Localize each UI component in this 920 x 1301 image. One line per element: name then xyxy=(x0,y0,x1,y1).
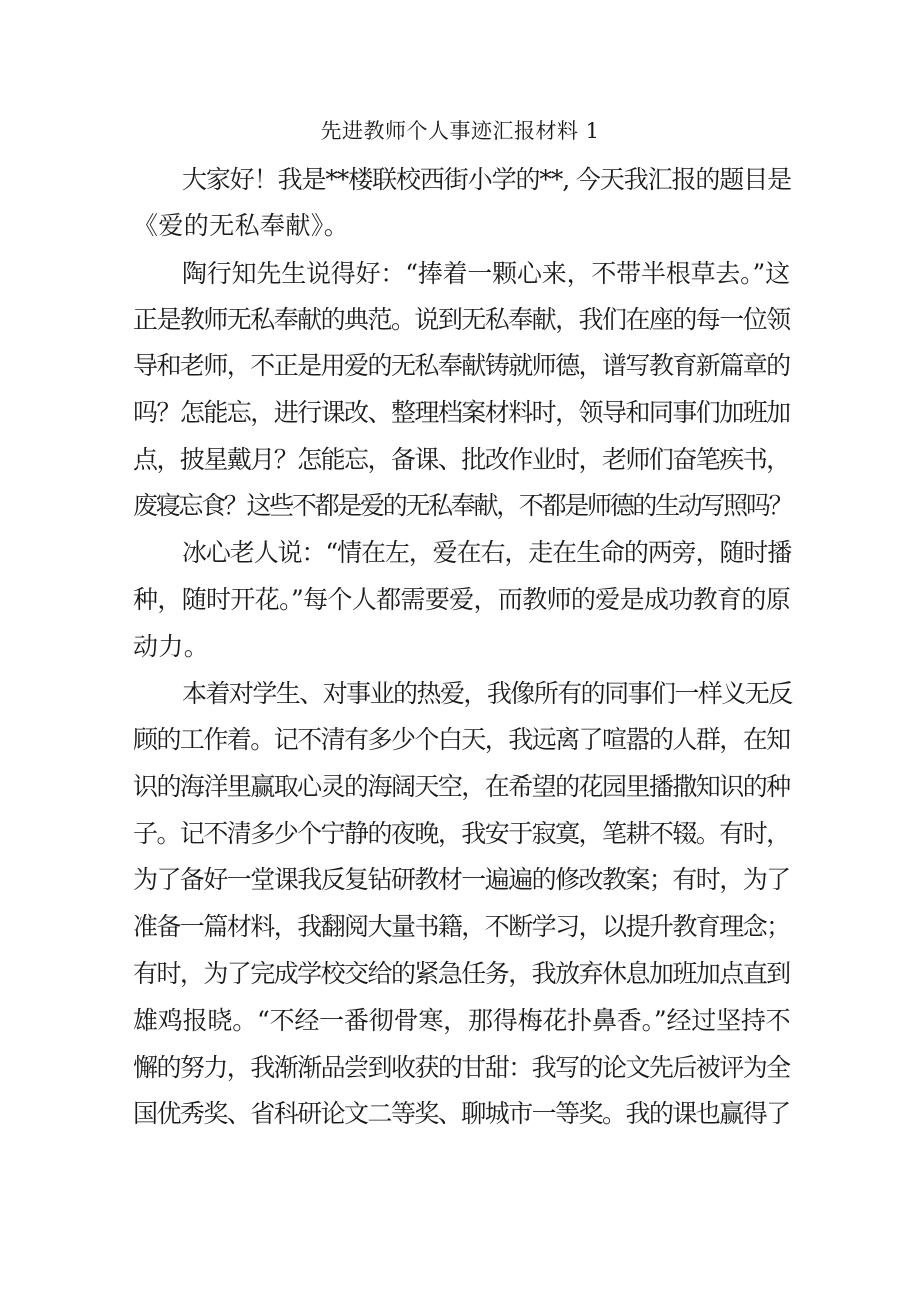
paragraph-2-line-5: 点，披星戴月？怎能忘，备课、批改作业时，老师们奋笔疾书， xyxy=(133,445,790,474)
paragraph-4-line-7: 有时，为了完成学校交给的紧急任务，我放弃休息加班加点直到 xyxy=(133,959,790,988)
paragraph-3-line-2: 种，随时开花。”每个人都需要爱，而教师的爱是成功教育的原 xyxy=(133,585,791,614)
paragraph-4-line-10: 国优秀奖、省科研论文二等奖、聊城市一等奖。我的课也赢得了 xyxy=(133,1099,790,1128)
document-title: 先进教师个人事迹汇报材料 1 xyxy=(320,119,600,143)
paragraph-2-line-6: 废寝忘食？这些不都是爱的无私奉献，不都是师德的生动写照吗？ xyxy=(133,491,792,520)
paragraph-4-line-3: 识的海洋里赢取心灵的海阔天空，在希望的花园里播撒知识的种 xyxy=(133,772,790,801)
paragraph-1-line-2: 《爱的无私奉献》。 xyxy=(133,211,350,240)
paragraph-2-line-3: 导和老师，不正是用爱的无私奉献铸就师德，谱写教育新篇章的 xyxy=(133,351,790,380)
paragraph-2-line-1: 陶行知先生说得好：“捧着一颗心来，不带半根草去。”这 xyxy=(182,259,790,288)
paragraph-1-line-1: 大家好！我是**楼联校西街小学的**, 今天我汇报的题目是 xyxy=(182,165,791,194)
paragraph-4-line-4: 子。记不清多少个宁静的夜晚，我安于寂寞，笔耕不辍。有时， xyxy=(133,819,790,848)
paragraph-2-line-2: 正是教师无私奉献的典范。说到无私奉献，我们在座的每一位领 xyxy=(133,305,790,334)
paragraph-4-line-9: 懈的努力，我渐渐品尝到收获的甘甜：我写的论文先后被评为全 xyxy=(133,1053,790,1082)
paragraph-4-line-5: 为了备好一堂课我反复钻研教材一遍遍的修改教案；有时，为了 xyxy=(133,865,790,894)
paragraph-3-line-1: 冰心老人说：“情在左，爱在右，走在生命的两旁，随时播 xyxy=(182,538,792,567)
paragraph-4-line-6: 准备一篇材料，我翻阅大量书籍，不断学习，以提升教育理念； xyxy=(133,912,790,941)
paragraph-4-line-8: 雄鸡报晓。“不经一番彻骨寒，那得梅花扑鼻香。”经过坚持不 xyxy=(133,1006,791,1035)
paragraph-4-line-1: 本着对学生、对事业的热爱，我像所有的同事们一样义无反 xyxy=(182,679,792,708)
paragraph-2-line-4: 吗？怎能忘，进行课改、整理档案材料时，领导和同事们加班加 xyxy=(133,398,790,427)
paragraph-4-line-2: 顾的工作着。记不清有多少个白天，我远离了喧嚣的人群，在知 xyxy=(133,725,790,754)
paragraph-3-line-3: 动力。 xyxy=(133,632,210,661)
